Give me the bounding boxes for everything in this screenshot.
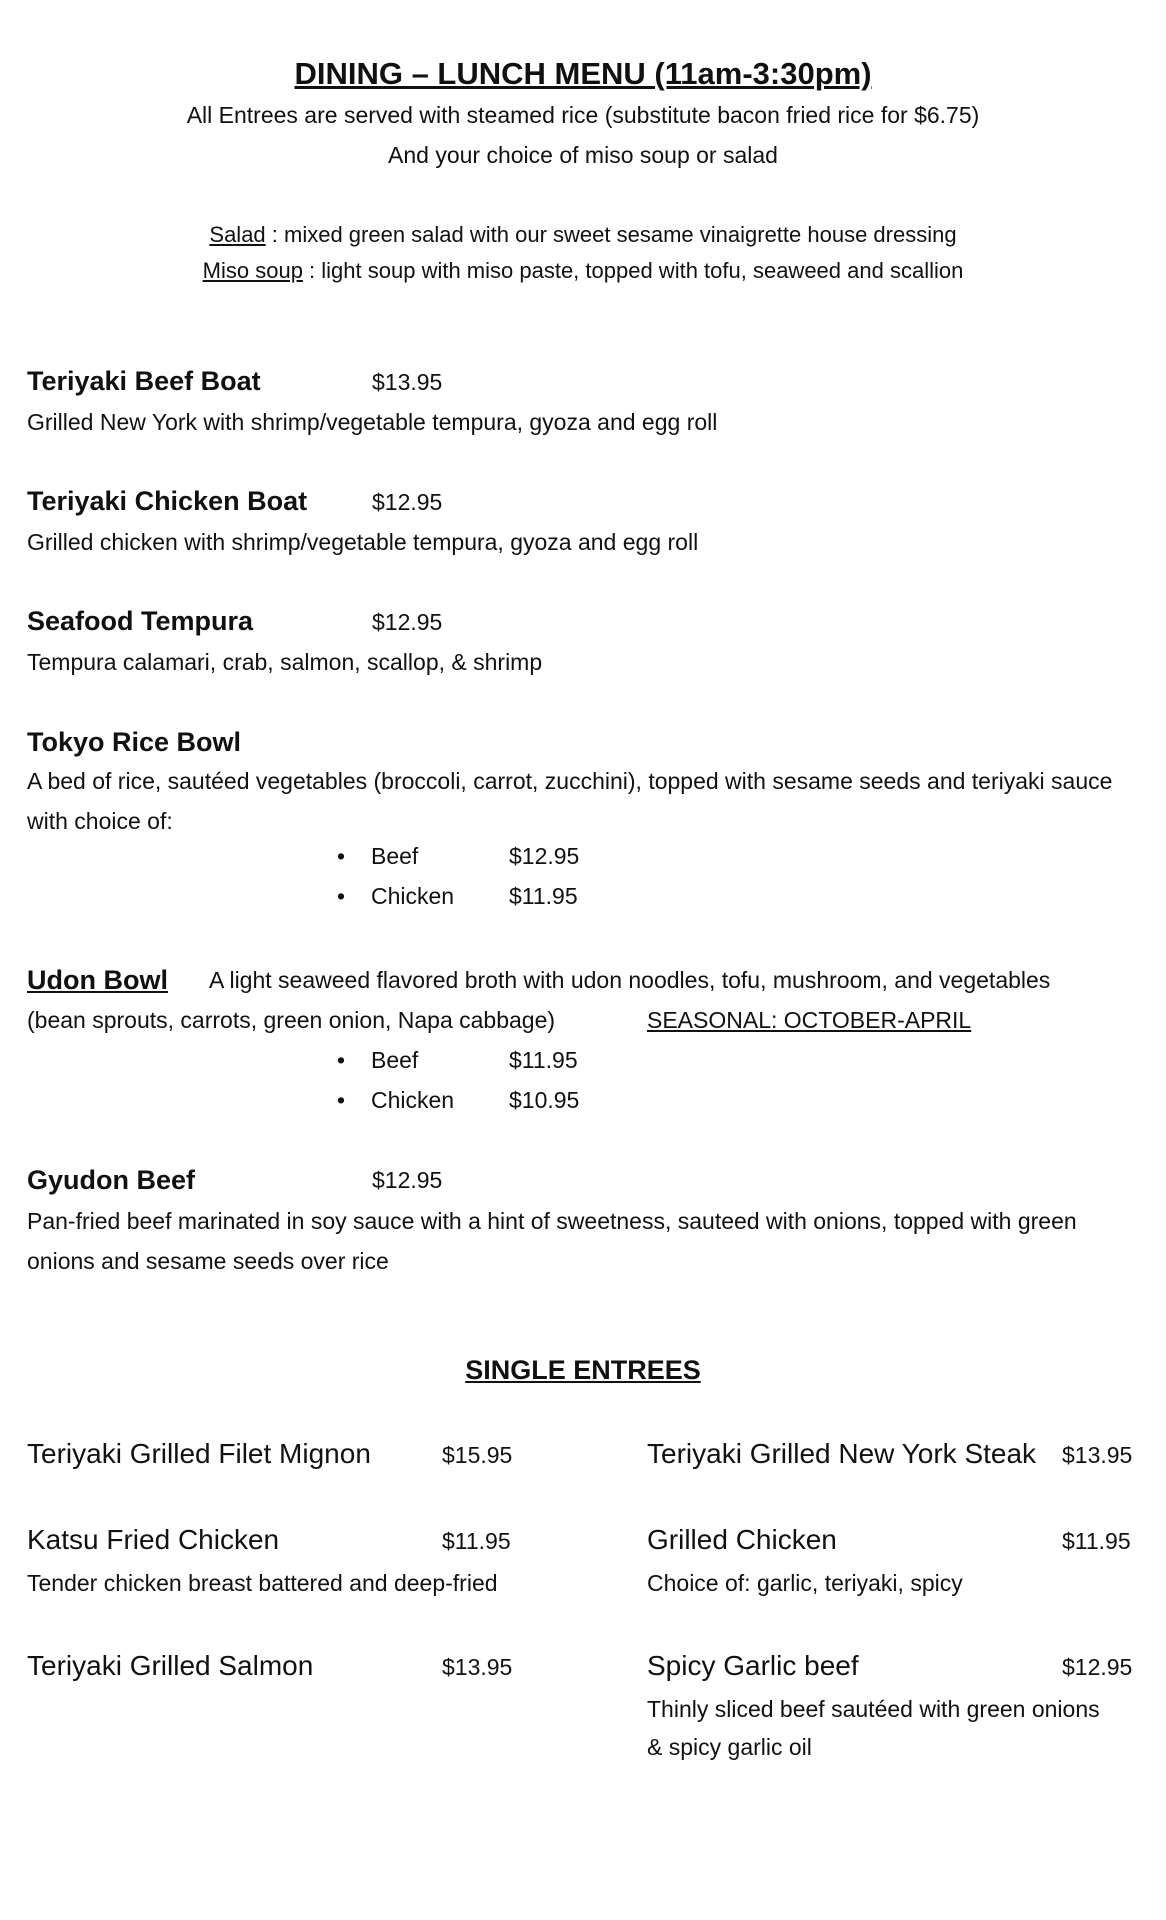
miso-text: : light soup with miso paste, topped with tofu, seaweed and scallion bbox=[302, 258, 964, 283]
miso-label: Miso soup bbox=[202, 258, 303, 283]
single-entrees-title: SINGLE ENTREES bbox=[465, 1355, 701, 1385]
udon-option-chicken bbox=[337, 1087, 637, 1127]
grilled-chicken-price: $11.95 bbox=[1062, 1528, 1131, 1554]
udon-bowl-name: Udon Bowl bbox=[27, 965, 168, 995]
beef-boat-desc: Grilled New York with shrimp/vegetable tempura, gyoza and egg roll bbox=[27, 409, 718, 435]
salad-description bbox=[0, 222, 1166, 248]
spicy-garlic-beef-name: Spicy Garlic beef bbox=[647, 1650, 859, 1681]
beef-boat-name: Teriyaki Beef Boat bbox=[27, 366, 261, 396]
option-price: $11.95 bbox=[509, 883, 578, 909]
rice-note: All Entrees are served with steamed rice (substitute bacon fried rice for $6.75) bbox=[186, 102, 980, 128]
katsu-chicken-desc: Tender chicken breast battered and deep-fried bbox=[27, 1570, 498, 1596]
seasonal-note: SEASONAL: OCTOBER-APRIL bbox=[647, 1007, 972, 1033]
gyudon-desc: Pan-fried beef marinated in soy sauce with a hint of sweetness, sauteed with onions, topped with green onions and sesame seeds over rice bbox=[27, 1208, 1077, 1274]
katsu-chicken-price: $11.95 bbox=[442, 1528, 511, 1554]
udon-bowl-desc: A light seaweed flavored broth with udon noodles, tofu, mushroom, and vegetables bbox=[209, 967, 1051, 993]
option-label: Chicken bbox=[371, 883, 455, 909]
udon-bowl-desc-2: (bean sprouts, carrots, green onion, Napa cabbage) bbox=[27, 1007, 556, 1033]
spicy-garlic-beef-price: $12.95 bbox=[1062, 1654, 1133, 1680]
option-price: $10.95 bbox=[509, 1087, 580, 1113]
bullet: • bbox=[337, 843, 346, 869]
katsu-chicken-name: Katsu Fried Chicken bbox=[27, 1524, 280, 1555]
grilled-chicken-name: Grilled Chicken bbox=[647, 1524, 837, 1555]
chicken-boat-price: $12.95 bbox=[372, 489, 443, 515]
seafood-tempura-name: Seafood Tempura bbox=[27, 606, 254, 636]
grilled-salmon-name: Teriyaki Grilled Salmon bbox=[27, 1650, 314, 1681]
option-price: $11.95 bbox=[509, 1047, 578, 1073]
seafood-tempura-desc: Tempura calamari, crab, salmon, scallop, & shrimp bbox=[27, 649, 543, 675]
bullet: • bbox=[337, 1047, 346, 1073]
udon-option-beef bbox=[337, 1047, 637, 1087]
gyudon-price: $12.95 bbox=[372, 1167, 443, 1193]
new-york-steak-name: Teriyaki Grilled New York Steak bbox=[647, 1438, 1037, 1469]
grilled-chicken-desc: Choice of: garlic, teriyaki, spicy bbox=[647, 1570, 963, 1596]
menu-title: DINING – LUNCH MENU (11am-3:30pm) bbox=[294, 56, 872, 91]
grilled-salmon-price: $13.95 bbox=[442, 1654, 513, 1680]
spicy-garlic-beef-desc: Thinly sliced beef sautéed with green onions bbox=[647, 1696, 1100, 1722]
filet-mignon-price: $15.95 bbox=[442, 1442, 513, 1468]
option-label: Chicken bbox=[371, 1087, 455, 1113]
gyudon-name: Gyudon Beef bbox=[27, 1165, 196, 1195]
chicken-boat-desc: Grilled chicken with shrimp/vegetable tempura, gyoza and egg roll bbox=[27, 529, 699, 555]
tokyo-bowl-name: Tokyo Rice Bowl bbox=[27, 727, 242, 757]
new-york-steak-price: $13.95 bbox=[1062, 1442, 1133, 1468]
tokyo-option-beef bbox=[337, 843, 637, 883]
salad-label: Salad bbox=[209, 222, 266, 247]
tokyo-option-chicken bbox=[337, 883, 637, 923]
option-label: Beef bbox=[371, 1047, 419, 1073]
bullet: • bbox=[337, 883, 346, 909]
tokyo-bowl-desc: A bed of rice, sautéed vegetables (broccoli, carrot, zucchini), topped with sesame seeds and teriyaki sauce with choice of: bbox=[27, 768, 1113, 834]
seafood-tempura-price: $12.95 bbox=[372, 609, 443, 635]
soup-salad-note: And your choice of miso soup or salad bbox=[388, 142, 778, 168]
chicken-boat-name: Teriyaki Chicken Boat bbox=[27, 486, 308, 516]
bullet: • bbox=[337, 1087, 346, 1113]
spicy-garlic-beef-desc-2: & spicy garlic oil bbox=[647, 1734, 812, 1760]
option-label: Beef bbox=[371, 843, 419, 869]
filet-mignon-name: Teriyaki Grilled Filet Mignon bbox=[27, 1438, 371, 1469]
beef-boat-price: $13.95 bbox=[372, 369, 443, 395]
miso-description bbox=[0, 258, 1166, 284]
option-price: $12.95 bbox=[509, 843, 580, 869]
salad-text: : mixed green salad with our sweet sesame vinaigrette house dressing bbox=[265, 222, 957, 247]
